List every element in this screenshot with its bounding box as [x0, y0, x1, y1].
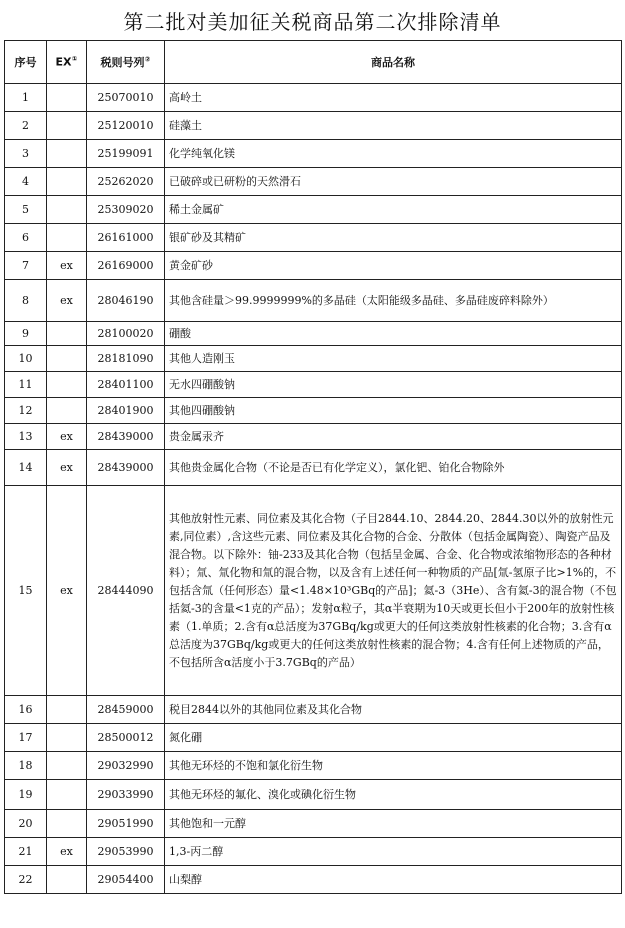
row-ex-cell [47, 752, 87, 780]
row-product-name-cell: 其他贵金属化合物（不论是否已有化学定义），氯化钯、铂化合物除外 [165, 450, 622, 486]
row-product-name-cell: 其他四硼酸钠 [165, 398, 622, 424]
row-seq-cell: 17 [5, 724, 47, 752]
row-ex-cell: ex [47, 280, 87, 322]
row-ex-cell [47, 322, 87, 346]
row-tariff-code-cell: 28100020 [87, 322, 165, 346]
table-row [5, 486, 622, 696]
row-ex-cell [47, 780, 87, 810]
row-tariff-code-cell: 28181090 [87, 346, 165, 372]
row-product-name-cell: 其他饱和一元醇 [165, 810, 622, 838]
document-title: 第二批对美加征关税商品第二次排除清单 [123, 10, 502, 34]
row-seq-cell: 10 [5, 346, 47, 372]
row-product-name-cell: 银矿砂及其精矿 [165, 224, 622, 252]
row-seq-cell: 11 [5, 372, 47, 398]
header-seq: 序号 [5, 41, 47, 84]
row-tariff-code-cell: 28439000 [87, 424, 165, 450]
row-tariff-code-cell: 28500012 [87, 724, 165, 752]
row-ex-cell [47, 398, 87, 424]
row-product-name-cell: 化学纯氧化镁 [165, 140, 622, 168]
row-tariff-code-cell: 29033990 [87, 780, 165, 810]
table-row [5, 424, 622, 450]
row-seq-cell: 7 [5, 252, 47, 280]
header-ex: EX① [47, 41, 87, 84]
header-product-name: 商品名称 [165, 41, 622, 84]
row-ex-cell [47, 724, 87, 752]
row-ex-cell [47, 140, 87, 168]
row-tariff-code-cell: 28401900 [87, 398, 165, 424]
table-row [5, 866, 622, 894]
table-row [5, 224, 622, 252]
row-ex-cell [47, 346, 87, 372]
row-product-name-cell: 其他含硅量＞99.9999999%的多晶硅（太阳能级多晶硅、多晶硅废碎料除外） [165, 280, 622, 322]
row-ex-cell [47, 224, 87, 252]
row-product-name-cell: 山梨醇 [165, 866, 622, 894]
row-seq-cell: 13 [5, 424, 47, 450]
row-seq-cell: 3 [5, 140, 47, 168]
row-product-name-cell: 贵金属汞齐 [165, 424, 622, 450]
row-seq-cell: 22 [5, 866, 47, 894]
row-seq-cell: 15 [5, 486, 47, 696]
row-product-name-cell: 已破碎或已研粉的天然滑石 [165, 168, 622, 196]
row-tariff-code-cell: 28444090 [87, 486, 165, 696]
row-tariff-code-cell: 26169000 [87, 252, 165, 280]
row-product-name-cell: 税目2844以外的其他同位素及其化合物 [165, 696, 622, 724]
header-code-footnote: ② [144, 55, 151, 64]
table-row [5, 168, 622, 196]
table-row [5, 810, 622, 838]
table-row [5, 752, 622, 780]
table-row [5, 372, 622, 398]
row-product-name-cell: 无水四硼酸钠 [165, 372, 622, 398]
row-seq-cell: 18 [5, 752, 47, 780]
row-ex-cell [47, 196, 87, 224]
row-tariff-code-cell: 25262020 [87, 168, 165, 196]
table-row [5, 450, 622, 486]
row-tariff-code-cell: 28459000 [87, 696, 165, 724]
row-product-name-cell: 其他人造刚玉 [165, 346, 622, 372]
row-tariff-code-cell: 29051990 [87, 810, 165, 838]
row-ex-cell [47, 696, 87, 724]
row-ex-cell: ex [47, 424, 87, 450]
row-product-name-cell: 高岭土 [165, 84, 622, 112]
table-row [5, 280, 622, 322]
header-tariff-code: 税则号列② [87, 41, 165, 84]
row-ex-cell: ex [47, 450, 87, 486]
row-seq-cell: 2 [5, 112, 47, 140]
row-tariff-code-cell: 28401100 [87, 372, 165, 398]
row-seq-cell: 21 [5, 838, 47, 866]
row-product-name-cell: 其他放射性元素、同位素及其化合物（子目2844.10、2844.20、2844.30以外的放射性元素,同位素）,含这些元素、同位素及其化合物的合金、分散体（包括金属陶瓷）、陶瓷产品及混合物。以下除外：铀-233及其化合物（包括呈金属、合金、化合物或浓缩物形态的各种材料）；氚、氚化物和氚的混合物，以及含有上述任何一种物质的产品[氚-氢原子比>1%的，不包括含氚（任何形态）量<1.48×10³GBq的产品]；氦-3（3He）、含有氦-3的混合物（不包括氦-3的含量<1克的产品）；发射α粒子，其α半衰期为10天或更长但小于200年的放射性核素（1.单质；2.含有α总活度为37GBq/kg或更大的任何这类放射性核素的化合物；3.含有α总活度为37GBq/kg或更大的任何这类放射性核素的混合物；4.含有任何上述物质的产品，不包括所含α活度小于3.7GBq的产品） [165, 486, 622, 696]
row-seq-cell: 14 [5, 450, 47, 486]
row-tariff-code-cell: 26161000 [87, 224, 165, 252]
row-tariff-code-cell: 25309020 [87, 196, 165, 224]
row-product-name-cell: 硅藻土 [165, 112, 622, 140]
table-row [5, 252, 622, 280]
row-product-name-cell: 黄金矿砂 [165, 252, 622, 280]
row-ex-cell [47, 84, 87, 112]
table-header-row [5, 41, 622, 84]
row-seq-cell: 4 [5, 168, 47, 196]
row-product-name-cell: 其他无环烃的氟化、溴化或碘化衍生物 [165, 780, 622, 810]
row-product-name-cell: 氮化硼 [165, 724, 622, 752]
row-ex-cell [47, 168, 87, 196]
table-row [5, 346, 622, 372]
row-tariff-code-cell: 25120010 [87, 112, 165, 140]
row-seq-cell: 12 [5, 398, 47, 424]
row-seq-cell: 19 [5, 780, 47, 810]
row-product-name-cell: 其他无环烃的不饱和氯化衍生物 [165, 752, 622, 780]
row-tariff-code-cell: 25070010 [87, 84, 165, 112]
table-row [5, 780, 622, 810]
row-ex-cell: ex [47, 252, 87, 280]
row-product-name-cell: 稀土金属矿 [165, 196, 622, 224]
table-row [5, 838, 622, 866]
row-ex-cell: ex [47, 838, 87, 866]
table-row [5, 696, 622, 724]
table-row [5, 140, 622, 168]
row-seq-cell: 9 [5, 322, 47, 346]
row-seq-cell: 5 [5, 196, 47, 224]
table-row [5, 196, 622, 224]
row-tariff-code-cell: 29054400 [87, 866, 165, 894]
row-product-name-cell: 硼酸 [165, 322, 622, 346]
header-ex-footnote: ① [71, 55, 78, 64]
row-seq-cell: 20 [5, 810, 47, 838]
table-row [5, 398, 622, 424]
table-row [5, 724, 622, 752]
row-product-name-cell: 1,3-丙二醇 [165, 838, 622, 866]
table-row [5, 322, 622, 346]
row-seq-cell: 16 [5, 696, 47, 724]
table-row [5, 112, 622, 140]
row-tariff-code-cell: 29032990 [87, 752, 165, 780]
table-row [5, 84, 622, 112]
row-ex-cell [47, 866, 87, 894]
row-ex-cell [47, 810, 87, 838]
exclusion-list-table [4, 40, 622, 894]
row-tariff-code-cell: 25199091 [87, 140, 165, 168]
row-tariff-code-cell: 28439000 [87, 450, 165, 486]
row-ex-cell [47, 372, 87, 398]
row-tariff-code-cell: 28046190 [87, 280, 165, 322]
row-tariff-code-cell: 29053990 [87, 838, 165, 866]
row-seq-cell: 1 [5, 84, 47, 112]
row-ex-cell: ex [47, 486, 87, 696]
row-ex-cell [47, 112, 87, 140]
row-seq-cell: 8 [5, 280, 47, 322]
row-seq-cell: 6 [5, 224, 47, 252]
